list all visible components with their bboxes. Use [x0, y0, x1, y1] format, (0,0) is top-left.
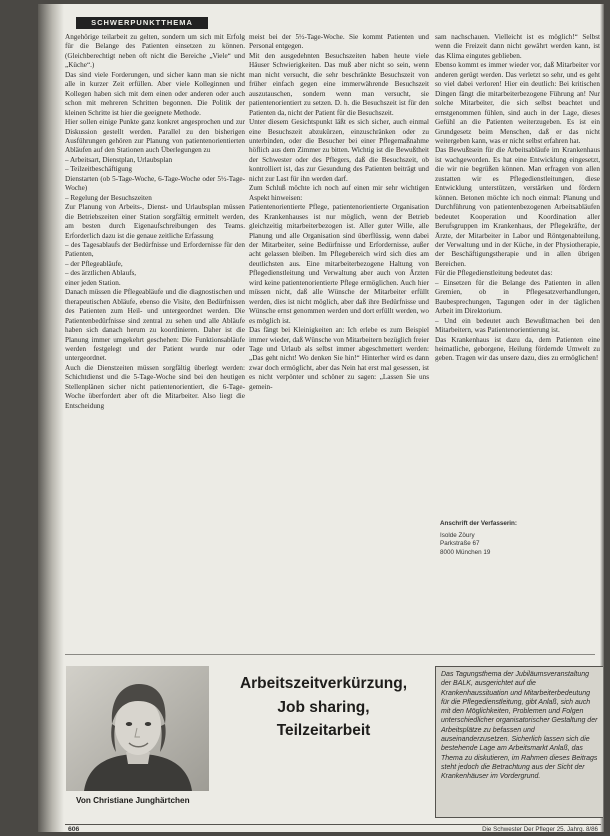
teaser-box: Das Tagungsthema der Jubiläumsveranstaltung der BALK, ausgerichtet auf die Krankenhaussituation und Mitarbeiterbedeutung für die Pflegedienstleitung, gibt Anlaß, sich auch mit den Möglichkeiten, Problemen und Folgen unterschiedlicher organisatorischer Gestaltung der Arbeitsplätze zu befassen und auseinanderzusetzen. Sicherlich lassen sich die bestehende Lage am Arbeitsmarkt Anlaß, das Thema zu diskutieren, im Rahmen dieses Beitrags steht jedoch die Betrachtung aus der Sicht der Krankenhäuser im Vordergrund. — [435, 666, 603, 818]
column-paragraph: Für die Pflegedienstleitung bedeutet das: – Einsetzen für die Belange des Patienten in allen Gremien, ob in Pflegesatzverhandlungen, Baubesprechungen, Tagungen oder in der täglichen Arbeit im Direktorium. – Und ein bedeutet auch Bewußtmachen bei den Mitarbeitern, was Patientenorientierung ist. — [435, 269, 600, 335]
column-paragraph: Hier sollen einige Punkte ganz konkret angesprochen und zur Diskussion gestellt werden. Parallel zu den bisherigen Ausführungen gehören zur Planung von patientenorientierten Abläufen auf den Stationen auch Überlegungen zu — [65, 118, 245, 155]
column-paragraph: Das sind viele Forderungen, und sicher kann man sie nicht alle in kurzer Zeit erfüllen. Aber viele Kolleginnen und Kollegen haben sich mit dem einen oder anderen oder auch schon mit mehreren Schritten begonnen. Die Politik der kleinen Schritte ist hier die geeignete Methode. — [65, 70, 245, 117]
column-paragraph: Auch die Dienstzeiten müssen sorgfältig überlegt werden: Schichtdienst und die 5-Tage-Woche sind bei den heutigen Stellenplänen sicher nicht patientenorientiert, die 6-Tage-Woche überfordert aber oft die Mitarbeiter. Also liegt die Entscheidung — [65, 363, 245, 410]
author-photo — [66, 666, 209, 791]
magazine-page — [38, 4, 604, 832]
column-paragraph: Angehörige teilarbeit zu gelten, sondern um sich mit Erfolg für die Belange des Patienten einsetzen zu können. (Gleichberechtigt neben oft nicht die Bereiche „Viele“ und „Küche“.) — [65, 33, 245, 70]
headline-line: Teilzeitarbeit — [276, 722, 371, 739]
column-paragraph: Patientenorientierte Pflege, patientenorientierte Organisation des Krankenhauses ist nur möglich, wenn der Betrieb gleichzeitig mitarbeiterbezogen ist. Aller guter Wille, alle Planung und alle Organisation sind überflüssig, wenn dabei der Mitarbeiter, seine Bedürfnisse und Erfordernisse, außer acht gelassen bleiben. Im Pflegebereich wird sich dies am deutlichsten aus. Eine mitarbeiterbezogene Haltung von Pflegedienstleitung und Verwaltung aber auch von Ärzten wird keine patientenorientierte Pflege ermöglichen. Auch hier müssen nicht, daß alle Wünsche der Mitarbeiter erfüllt werden, dies ist nicht möglich, aber daß ihre Bedürfnisse und Wünsche ernst genommen werden und dort erfüllt werden, wo es möglich ist. — [249, 203, 429, 325]
article-headline — [221, 672, 426, 743]
column-paragraph: Das Bewußtsein für die Arbeitsabläufe im Krankenhaus ist wachgeworden. Es hat eine Entwicklung eingesetzt, die wir nie begrüßen können. Man erfragen von allen zustatten wir es Pflegedienstleitungen, diese Entwicklung unterstützen, verstärken und fördern können. Betonen möchte ich noch einmal: Planung und Durchführung von patientenbezogenen Arbeitsabläufen bedeutet Kooperation und Koordination aller Berufsgruppen im Krankenhaus, der Pflegekräfte, der Ärzte, der Mitarbeiter in Labor und Röntgenabteilung, der Verwaltung und in der Küche, in der Physiotherapie, der Beschäftigungstherapie und in allen übrigen Bereichen. — [435, 146, 600, 268]
address-line: 8000 München 19 — [440, 548, 491, 556]
column-paragraph: – Arbeitsart, Dienstplan, Urlaubsplan – Teilzeitbeschäftigung Dienstarten (ob 5-Tage-Woche, 6-Tage-Woche oder 5½-Tage-Woche) – Regelung der Besuchszeiten — [65, 155, 245, 202]
binding-shadow — [38, 4, 64, 832]
headline-line: Job sharing, — [277, 698, 370, 716]
column-paragraph: sam nachschauen. Vielleicht ist es möglich!“ Selbst wenn die Freizeit dann nicht gewährt werden kann, ist das Klima eingutes geblieben. — [435, 33, 600, 60]
column-paragraph: Zur Planung von Arbeits-, Dienst- und Urlaubsplan müssen die Betriebszeiten einer Station sorgfältig ermittelt werden, am besten durch Eigenaufschreibungen des Teams. Erforderlich dazu ist die genaue zeitliche Erfassung — [65, 203, 245, 240]
column-paragraph: Unter diesem Gesichtspunkt läßt es sich sicher, auch einmal eine Besuchszeit abzukürzen, einzuschränken oder zu unterbinden, oder die Besucher bei einer Pflegemaßnahme höflich aus dem Zimmer zu bitten. Wichtig ist die Bewußtheit der Schwester oder des Pflegers, daß die Besuchszeit, ob kontrolliert ist, das zur Gesundung des Patienten beiträgt und nicht zur Last für ihn werden darf. — [249, 118, 429, 183]
column-paragraph: Mit den ausgedehnten Besuchszeiten haben heute viele Häuser Schwierigkeiten. Das muß aber nicht so sein, wenn man nicht versucht, die sehr beschränkte Besuchszeit von früher einfach gegen eine immerwährende Besuchszeit auszutauschen, sondern wenn man versucht, sie patientenorientiert zu setzen. D. h. die Besuchszeit ist für den Patienten da, nicht der Patient für die Besuchszeit. — [249, 51, 429, 117]
address-heading: Anschrift der Verfasserin: — [440, 520, 517, 527]
column-paragraph: Danach müssen die Pflegeabläufe und die diagnostischen und therapeutischen Abläufe, ebenso die Visite, den Bedürfnissen des Patienten zum Heil- und untergeordnet werden. Die Patientenbedürfnisse sind zentral zu sehen und alle Abläufe haben sich danach herum zu koordinieren. Daher ist die Planung immer umgekehrt geschehen: Die Funktionsabläufe werden festgelegt und der Patient wurde nur oder untergeordnet. — [65, 288, 245, 363]
section-banner: SCHWERPUNKTTHEMA — [76, 17, 208, 29]
column-paragraph: Das fängt bei Kleinigkeiten an: Ich erlebe es zum Beispiel immer wieder, daß Wünsche von Mitarbeitern bezüglich freier Tage und Urlaub als selbst immer abgeschmettert werden: „Das geht nicht! Wo denken Sie hin!“ Hinterher wird es dann zwar doch ermöglicht, aber das Nein hat erst mal gesessen, ist es nicht verpönter und schöner zu sagen: „Lassen Sie uns gemein- — [249, 326, 429, 391]
column-paragraph: Ebenso kommt es immer wieder vor, daß Mitarbeiter vor anderen gerügt werden. Das verletzt so sehr, und es geht so viel dabei verloren! Hier ein deutlich: Bei kritischen Dingen fängt die mitarbeiterbezogene Führung an! Nur solche Mitarbeiter, die sich selbst beachtet und ernstgenommen fühlen, sind auch in der Lage, dieses Gefühl an die Patienten weiterzugeben. Es ist ein Grundgesetz beim Menschen, daß er das nicht weitergeben kann, was er nicht selbst erfahren hat. — [435, 61, 600, 145]
address-line: Parkstraße 67 — [440, 540, 480, 547]
text-column-2 — [249, 33, 429, 651]
column-paragraph: Zum Schluß möchte ich noch auf einen mir sehr wichtigen Aspekt hinweisen: — [249, 184, 429, 202]
column-paragraph: meist bei der 5½-Tage-Woche. Sie kommt Patienten und Personal entgegen. — [249, 33, 429, 51]
text-column-3 — [435, 33, 600, 651]
headline-line: Arbeitszeitverkürzung, — [239, 675, 408, 692]
column-paragraph: – des Tagesablaufs der Bedürfnisse und Erfordernisse für den Patienten, – der Pflegeabläufe, – des ärztlichen Ablaufs, einer jeden Station. — [65, 240, 245, 287]
journal-reference: Die Schwester Der Pfleger 25. Jahrg. 8/86 — [482, 826, 598, 832]
author-portrait-image — [66, 666, 209, 791]
author-address — [440, 520, 590, 557]
section-divider — [65, 654, 595, 655]
author-byline: Von Christiane Junghärtchen — [76, 796, 190, 805]
text-column-1 — [65, 33, 245, 651]
footer-rule — [65, 824, 601, 825]
column-paragraph: Das Krankenhaus ist dazu da, dem Patienten eine heimatliche, geborgene, Heilung fördernde Umwelt zu geben. Tragen wir das unsere dazu, dies zu ermöglichen! — [435, 335, 600, 363]
address-line: Isolde Zöury — [440, 531, 475, 539]
page-number: 606 — [68, 826, 80, 832]
